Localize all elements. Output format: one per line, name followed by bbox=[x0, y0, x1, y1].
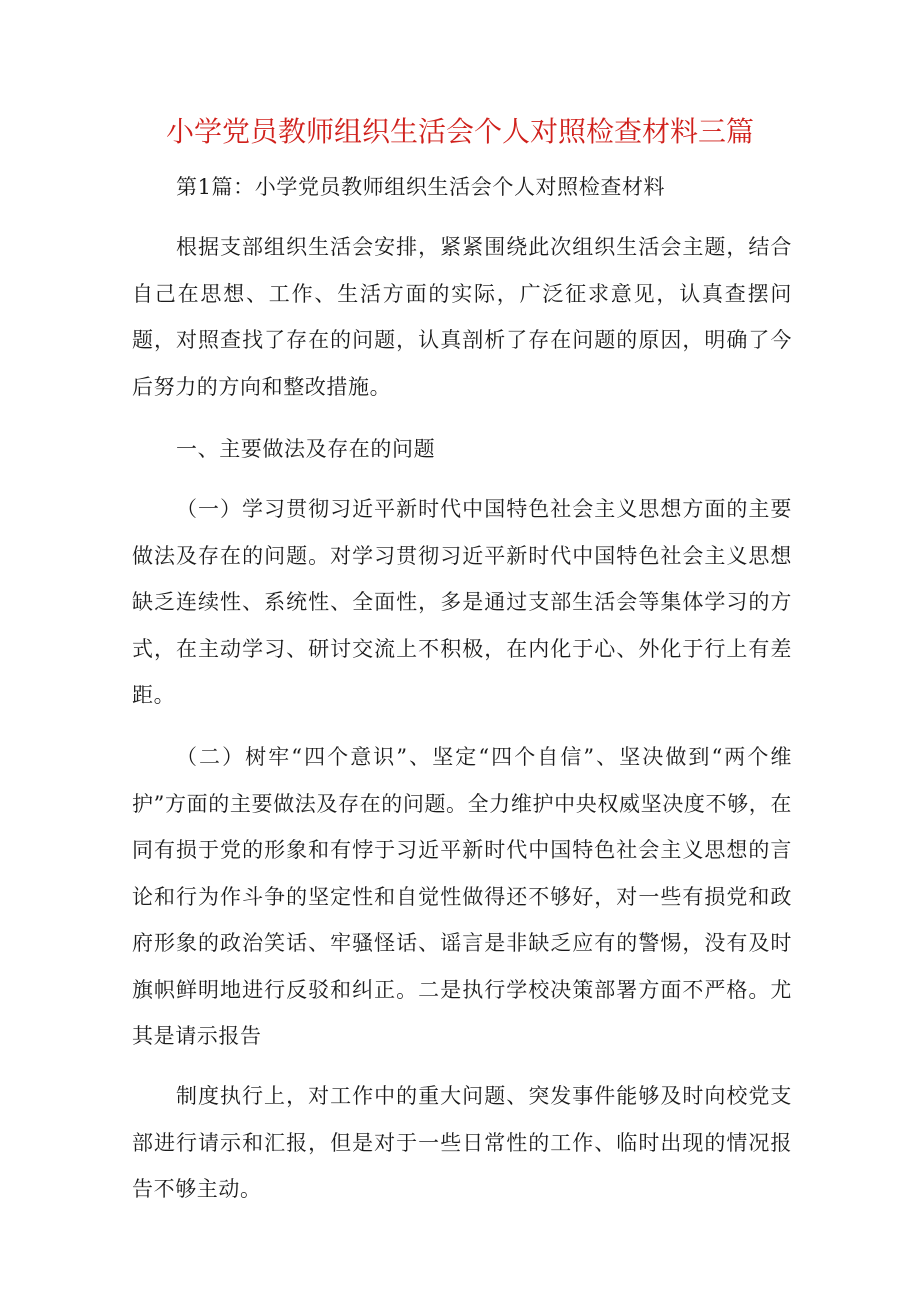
document-title: 小学党员教师组织生活会个人对照检查材料三篇 bbox=[165, 115, 754, 148]
subsection-paragraph-2: （二）树牢“四个意识”、坚定“四个自信”、坚决做到“两个维护”方面的主要做法及存在的问题。全力维护中央权威坚决度不够，在同有损于党的形象和有悖于习近平新时代中国特色社会主义思想的言论和行为作斗争的坚定性和自觉性做得还不够好，对一些有损党和政府形象的政治笑话、牢骚怪话、谣言是非缺乏应有的警惕，没有及时旗帜鲜明地进行反驳和纠正。二是执行学校决策部署方面不严格。尤其是请示报告 bbox=[132, 745, 792, 1048]
document-body bbox=[132, 164, 792, 1213]
intro-paragraph: 根据支部组织生活会安排，紧紧围绕此次组织生活会主题，结合自己在思想、工作、生活方面的实际，广泛征求意见，认真查摆问题，对照查找了存在的问题，认真剖析了存在问题的原因，明确了今后努力的方向和整改措施。 bbox=[132, 235, 792, 399]
subsection-paragraph-1: （一）学习贯彻习近平新时代中国特色社会主义思想方面的主要做法及存在的问题。对学习贯彻习近平新时代中国特色社会主义思想缺乏连续性、系统性、全面性，多是通过支部生活会等集体学习的方式，在主动学习、研讨交流上不积极，在内化于心、外化于行上有差距。 bbox=[132, 497, 792, 708]
continuation-paragraph: 制度执行上，对工作中的重大问题、突发事件能够及时向校党支部进行请示和汇报，但是对于一些日常性的工作、临时出现的情况报告不够主动。 bbox=[132, 1084, 792, 1202]
section-heading: 一、主要做法及存在的问题 bbox=[176, 437, 436, 462]
chapter-heading: 第1篇：小学党员教师组织生活会个人对照检查材料 bbox=[176, 175, 666, 199]
